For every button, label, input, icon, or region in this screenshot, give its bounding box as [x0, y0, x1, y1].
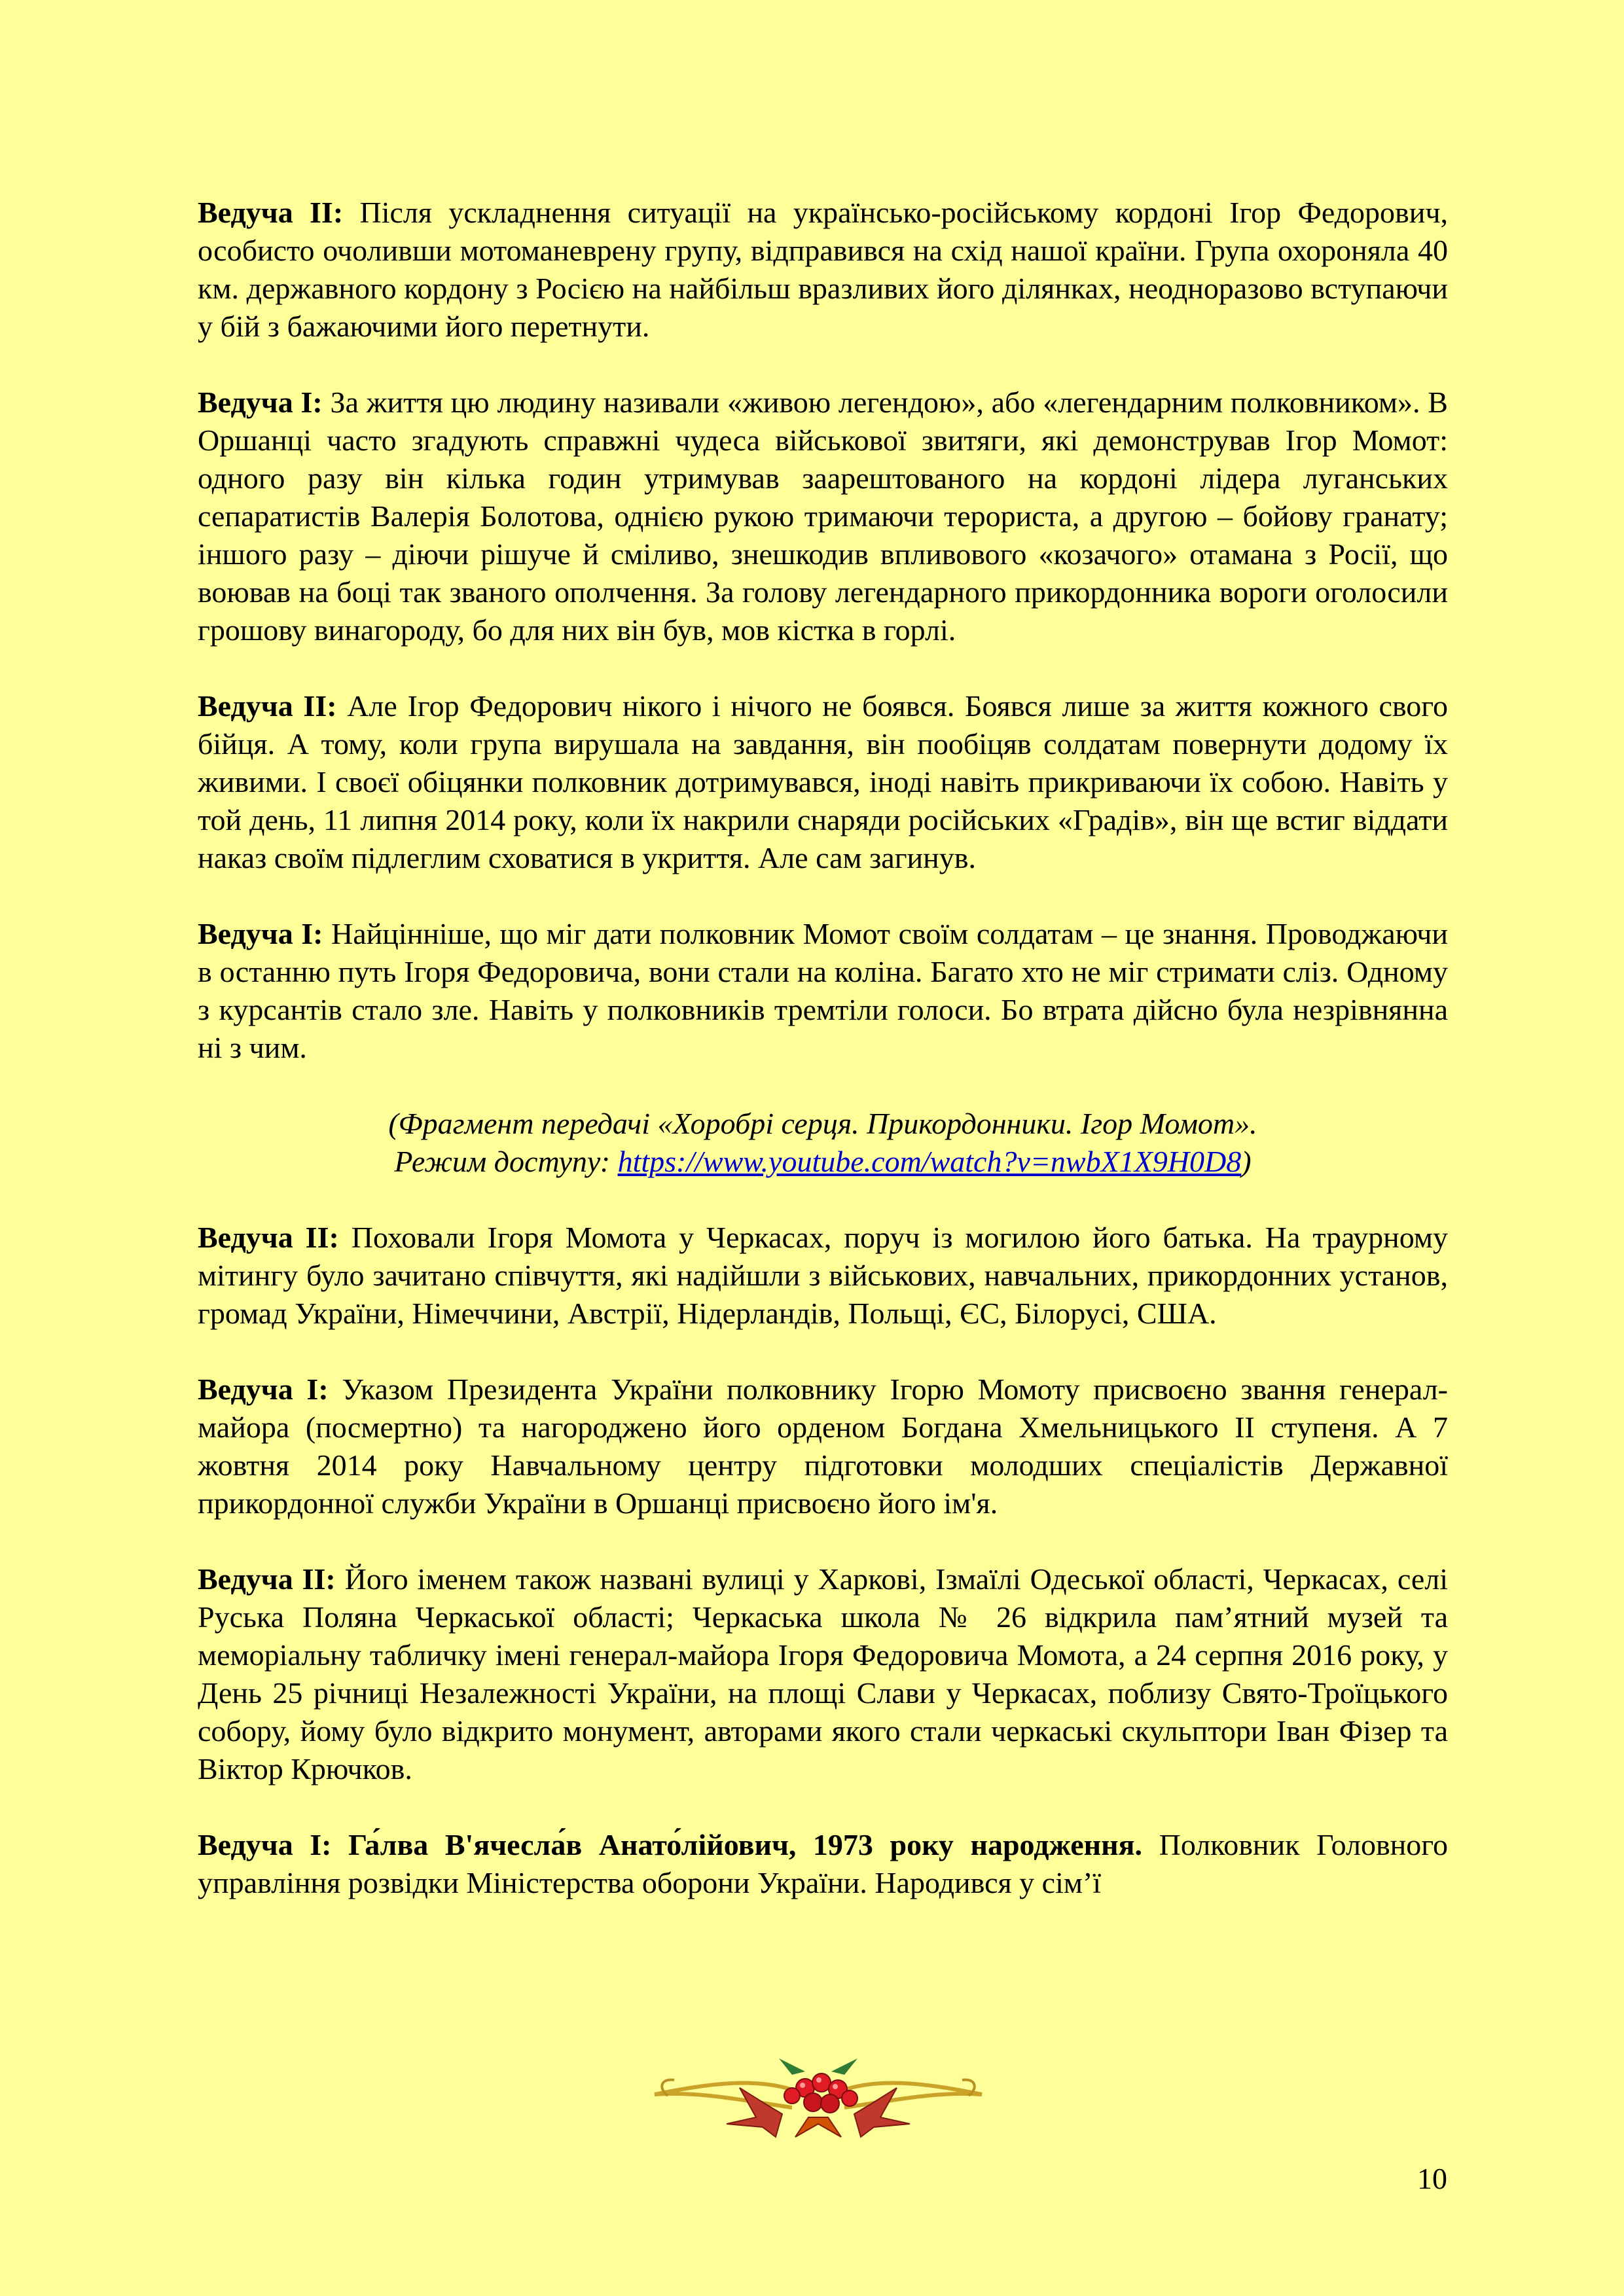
paragraph-3 [198, 687, 1448, 877]
speaker-label: Ведуча І: [198, 1372, 329, 1406]
paragraph-7 [198, 1560, 1448, 1788]
paragraph-text: Його іменем також названі вулиці у Харкові, Ізмаїлі Одеської області, Черкасах, селі Руська Поляна Черкаської області; Черкаська школа № 26 відкрила пам’ятний музей та меморіальну табличку імені генерал-майора Ігоря Федоровича Момота, а 24 серпня 2016 року, у День 25 річниці Незалежності України, на площі Слави у Черкасах, поблизу Свято-Троїцького собору, йому було відкрито монумент, авторами якого стали черкаські скульптори Іван Фізер та Віктор Крючков. [198, 1562, 1448, 1785]
paragraph-text: Але Ігор Федорович нікого і нічого не боявся. Боявся лише за життя кожного свого бійця. А тому, коли група вирушала на завдання, він пообіцяв солдатам повернути додому їх живими. І своєї обіцянки полковник дотримувався, іноді навіть прикриваючи їх собою. Навіть у той день, 11 липня 2014 року, коли їх накрили снаряди російських «Градів», він ще встиг віддати наказ своїм підлеглим сховатися в укриття. Але сам загинув. [198, 689, 1449, 874]
speaker-label: Ведуча І: [198, 386, 323, 419]
speaker-label: Ведуча І: [198, 917, 323, 950]
paragraph-text: Полковник Головного управління розвідки Міністерства оборони України. Народився у сім’ї [198, 1828, 1448, 1899]
speaker-label: Ведуча ІІ: [198, 1562, 336, 1596]
source-line-1: (Фрагмент передачі «Хоробрі серця. Прикордонники. Ігор Момот». [388, 1107, 1257, 1140]
speaker-label: Ведуча І: [198, 1828, 332, 1861]
viburnum-berries-ornament-icon [641, 2055, 995, 2140]
paragraph-1 [198, 194, 1448, 346]
paragraph-4 [198, 915, 1448, 1067]
speaker-label: Ведуча ІІ: [198, 1221, 339, 1254]
paragraph-2 [198, 384, 1448, 649]
access-mode-label: Режим доступу: [394, 1145, 618, 1178]
paragraph-text: Найцінніше, що міг дати полковник Момот своїм солдатам – це знання. Проводжаючи в останню путь Ігоря Федоровича, вони стали на коліна. Багато хто не міг стримати сліз. Одному з курсантів стало зле. Навіть у полковників тремтіли голоси. Бо втрата дійсно була незрівнянна ні з чим. [198, 917, 1448, 1064]
paragraph-text: Після ускладнення ситуації на українсько-російському кордоні Ігор Федорович, особисто очоливши мотоманеврену групу, відправився на схід нашої країни. Група охороняла 40 км. державного кордону з Росією на найбільш вразливих його ділянках, неодноразово вступаючи у бій з бажаючими його перетнути. [198, 196, 1449, 343]
speaker-label: Ведуча ІІ: [198, 196, 344, 229]
source-line-2 [198, 1143, 1448, 1181]
youtube-link[interactable]: https://www.youtube.com/watch?v=nwbX1X9H0D8 [617, 1145, 1242, 1178]
paragraph-5 [198, 1219, 1448, 1333]
paragraph-text: За життя цю людину називали «живою легендою», або «легендарним полковником». В Оршанці часто згадують справжні чудеса військової звитяги, які демонстрував Ігор Момот: одного разу він кілька годин утримував заарештованого на кордоні лідера луганських сепаратистів Валерія Болотова, однією рукою тримаючи терориста, а другою – бойову гранату; іншого разу – діючи рішуче й сміливо, знешкодив впливового «козачого» отамана з Росії, що воював на боці так званого ополчення. За голову легендарного прикордонника вороги оголосили грошову винагороду, бо для них він був, мов кістка в горлі. [198, 386, 1448, 647]
page-number: 10 [1417, 2162, 1447, 2195]
paragraph-text: Указом Президента України полковнику Ігорю Момоту присвоєно звання генерал-майора (посмертно) та нагороджено його орденом Богдана Хмельницького ІІ ступеня. А 7 жовтня 2014 року Навчальному центру підготовки молодших спеціалістів Державної прикордонної служби України в Оршанці присвоєно його ім'я. [198, 1372, 1448, 1520]
page-content [198, 194, 1448, 1940]
speaker-label: Ведуча ІІ: [198, 689, 337, 723]
paragraph-6 [198, 1371, 1448, 1522]
person-name-bold: Га́лва В'ячесла́в Анато́лійович, 1973 року народження. [331, 1828, 1143, 1861]
paragraph-text: Поховали Ігоря Момота у Черкасах, поруч із могилою його батька. На траурному мітингу було зачитано співчуття, які надійшли з військових, навчальних, прикордонних установ, громад України, Німеччини, Австрії, Нідерландів, Польщі, ЄС, Білорусі, США. [198, 1221, 1448, 1330]
source-citation [198, 1105, 1448, 1181]
paragraph-8 [198, 1826, 1448, 1902]
source-closing-paren: ) [1241, 1145, 1252, 1178]
